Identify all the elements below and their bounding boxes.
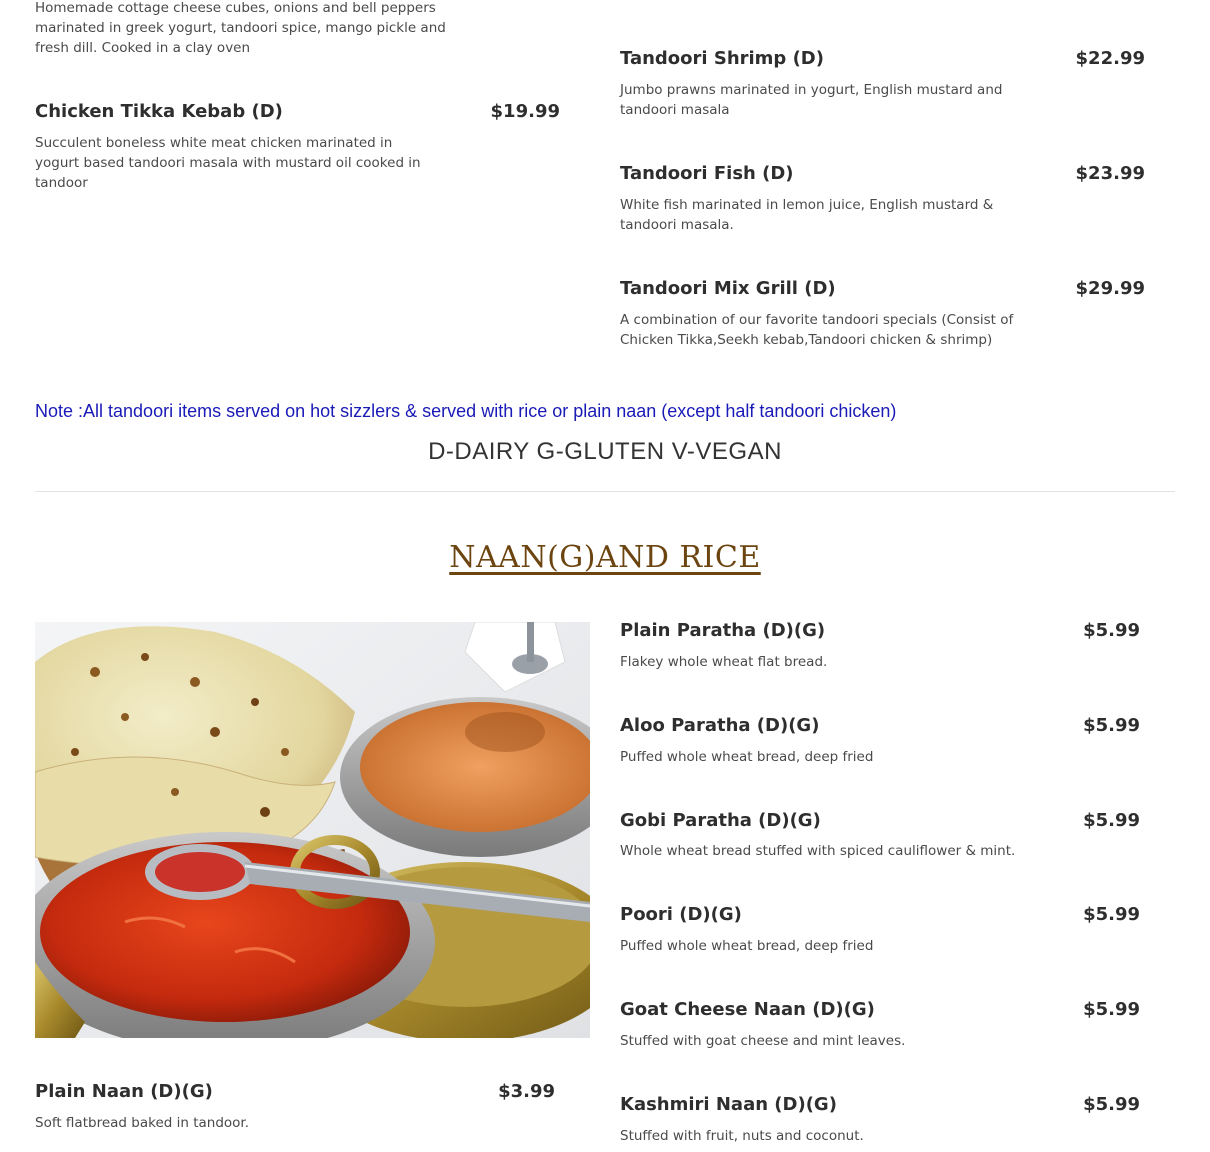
menu-item-description: Flakey whole wheat flat bread. (620, 654, 828, 670)
menu-item (620, 163, 1145, 243)
menu-item (620, 999, 1140, 1059)
menu-item-description: White fish marinated in lemon juice, English mustard & tandoori masala. (620, 197, 994, 233)
menu-item-name: Kashmiri Naan (D)(G) (620, 1094, 837, 1115)
menu-item (620, 810, 1140, 870)
diet-legend: D-DAIRY G-GLUTEN V-VEGAN (428, 438, 782, 465)
menu-item (620, 904, 1140, 964)
menu-item (35, 1081, 555, 1141)
menu-item-price: $5.99 (1083, 999, 1140, 1020)
menu-item-description: Puffed whole wheat bread, deep fried (620, 938, 874, 954)
menu-item-price: $5.99 (1083, 810, 1140, 831)
menu-item-description: Soft flatbread baked in tandoor. (35, 1115, 250, 1131)
menu-item-price: $29.99 (1075, 278, 1145, 299)
menu-item-description: Whole wheat bread stuffed with spiced cauliflower & mint. (620, 843, 1016, 859)
menu-item-price: $5.99 (1083, 715, 1140, 736)
section-title: NAAN(G)AND RICE (449, 540, 761, 575)
menu-item-description: Stuffed with goat cheese and mint leaves. (620, 1033, 906, 1049)
menu-item (620, 715, 1140, 775)
menu-item-price: $5.99 (1083, 1094, 1140, 1115)
menu-item-price: $5.99 (1083, 620, 1140, 641)
menu-item-description: Homemade cottage cheese cubes, onions and bell peppers marinated in greek yogurt, tandoori spice, mango pickle and fresh dill. Cooked in a clay oven (35, 0, 446, 56)
tandoori-note: Note :All tandoori items served on hot sizzlers & served with rice or plain naan (except half tandoori chicken) (35, 401, 897, 421)
menu-item-name: Gobi Paratha (D)(G) (620, 810, 821, 831)
menu-item (620, 278, 1145, 358)
menu-item-description: Puffed whole wheat bread, deep fried (620, 749, 874, 765)
menu-item-name: Plain Naan (D)(G) (35, 1081, 213, 1102)
food-photo (35, 622, 590, 1038)
menu-item-price: $3.99 (498, 1081, 555, 1102)
menu-item-name: Goat Cheese Naan (D)(G) (620, 999, 875, 1020)
menu-item-description: Jumbo prawns marinated in yogurt, English mustard and tandoori masala (620, 82, 1003, 118)
section-heading (0, 540, 1210, 575)
menu-item-price: $19.99 (490, 101, 560, 122)
menu-item-price: $22.99 (1075, 48, 1145, 69)
menu-item-description: Stuffed with fruit, nuts and coconut. (620, 1128, 864, 1144)
menu-item-name: Tandoori Shrimp (D) (620, 48, 824, 69)
section-divider (35, 491, 1175, 492)
menu-item (620, 1094, 1140, 1150)
menu-item-name: Chicken Tikka Kebab (D) (35, 101, 283, 122)
menu-item (35, 101, 560, 191)
menu-item-name: Tandoori Fish (D) (620, 163, 794, 184)
menu-item (620, 48, 1145, 128)
menu-item-description: Succulent boneless white meat chicken marinated in yogurt based tandoori masala with mustard oil cooked in tandoor (35, 135, 421, 191)
menu-item-name: Poori (D)(G) (620, 904, 742, 925)
menu-item-name: Aloo Paratha (D)(G) (620, 715, 820, 736)
menu-item (620, 620, 1140, 680)
menu-item-name: Tandoori Mix Grill (D) (620, 278, 836, 299)
menu-item-description: A combination of our favorite tandoori specials (Consist of Chicken Tikka,Seekh kebab,Tandoori chicken & shrimp) (620, 312, 1014, 348)
menu-item-price: $5.99 (1083, 904, 1140, 925)
menu-item-name: Plain Paratha (D)(G) (620, 620, 826, 641)
menu-item-price: $23.99 (1075, 163, 1145, 184)
food-photo-illustration (35, 622, 590, 1038)
